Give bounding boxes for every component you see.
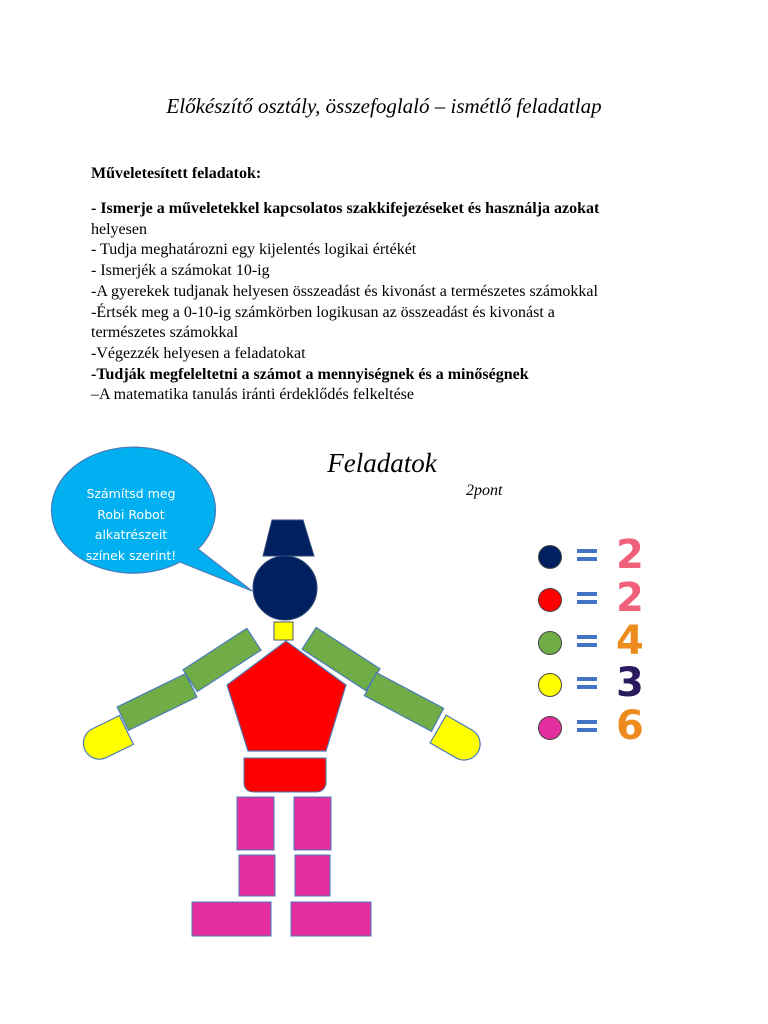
robot-right-foot [291,902,371,936]
legend-row-red [538,575,668,626]
robot-right-lower-arm [364,673,443,732]
objective-line: - Tudja meghatározni egy kijelentés logikai értékét [91,241,417,259]
legend-count: 4 [616,618,644,664]
legend-row-magenta [538,703,668,754]
robot-left-thigh [237,797,274,850]
robot-left-lower-arm [117,674,197,731]
robot-hat [263,520,314,556]
equals-sign-icon [577,592,597,606]
tasks-heading-text: Feladatok [327,448,437,478]
robot-neck [274,622,293,640]
legend-count: 2 [616,532,644,578]
robot-right-hand [430,715,486,766]
equals-sign-icon [577,677,597,691]
robot-left-shin [239,855,275,896]
robot-hips [244,758,326,792]
legend-row-yellow [538,660,668,711]
worksheet-title: Előkészítő osztály, összefoglaló – ismétlő feladatlap [166,94,602,118]
yellow-circle-icon [538,673,562,697]
equals-sign-icon [577,720,597,734]
robot-right-shin [295,855,330,896]
speech-bubble-line: Számítsd meg [86,486,176,501]
section-heading: Műveletesített feladatok: [91,165,262,182]
navy-circle-icon [538,545,562,569]
speech-bubble-line: színek szerint! [85,547,177,563]
legend-row-navy [538,532,668,583]
robot-left-foot [192,902,271,936]
red-circle-icon [538,588,562,612]
speech-bubble-line: alkatrészeit [94,527,168,542]
objective-line: természetes számokkal [91,324,239,342]
objective-line: -A gyerekek tudjanak helyesen összeadást és kivonást a természetes számokkal [91,282,598,300]
equals-sign-icon [577,635,597,649]
objective-line: –A matematika tanulás iránti érdeklődés felkeltése [91,386,414,404]
objective-line: - Ismerjék a számokat 10-ig [91,262,270,280]
legend-row-green [538,618,668,669]
objective-line: -Értsék meg a 0-10-ig számkörben logikusan az összeadást és kivonást a [91,303,555,321]
robot-right-thigh [294,797,331,850]
green-circle-icon [538,631,562,655]
objective-line: helyesen [91,220,147,238]
equals-sign-icon [577,549,597,563]
legend-count: 2 [616,575,644,621]
legend-count: 6 [616,703,644,749]
legend-count: 3 [616,660,644,706]
robot-head [253,556,317,620]
magenta-circle-icon [538,716,562,740]
objective-line: -Végezzék helyesen a feladatokat [91,344,306,362]
speech-bubble-line: Robi Robot [97,506,165,522]
objective-line: - Ismerje a műveletekkel kapcsolatos szakkifejezéseket és használja azokat [91,200,600,217]
speech-bubble-text [52,484,210,566]
points-label: 2pont [466,482,503,499]
objective-line: -Tudják megfeleltetni a számot a mennyiségnek és a minőségnek [91,365,529,383]
